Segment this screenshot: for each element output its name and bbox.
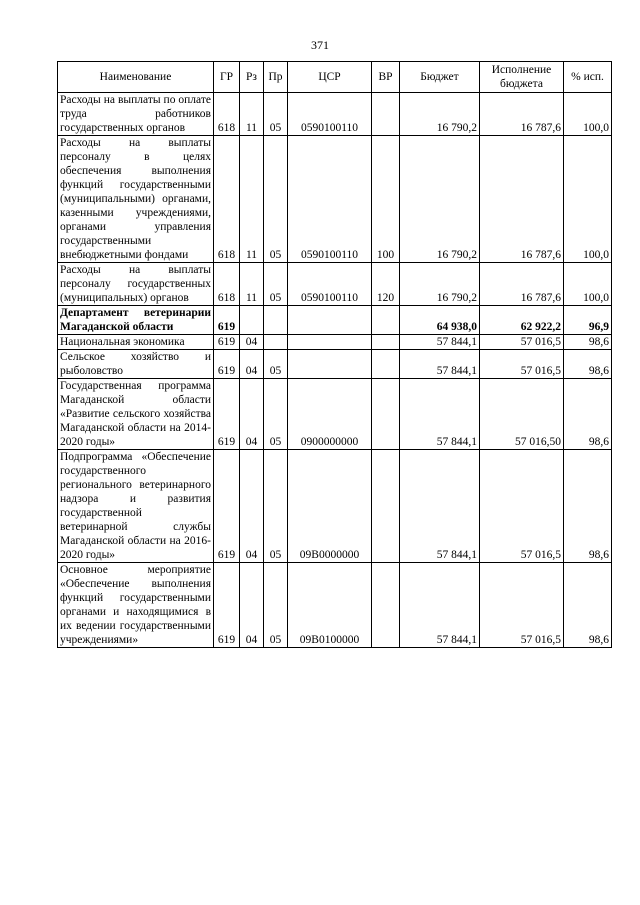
cell-csr [288, 335, 372, 350]
cell-execution: 57 016,5 [480, 350, 564, 379]
cell-percent: 100,0 [564, 93, 612, 136]
table-header-row [58, 62, 612, 93]
table-row [58, 136, 612, 263]
cell-percent: 96,9 [564, 306, 612, 335]
cell-execution: 16 787,6 [480, 93, 564, 136]
cell-budget: 57 844,1 [400, 335, 480, 350]
header-percent: % исп. [564, 62, 612, 93]
cell-percent: 100,0 [564, 136, 612, 263]
cell-gr: 619 [214, 563, 240, 648]
cell-vr [372, 93, 400, 136]
table-row [58, 93, 612, 136]
cell-vr [372, 563, 400, 648]
cell-execution: 16 787,6 [480, 263, 564, 306]
cell-gr: 618 [214, 136, 240, 263]
header-rz: Рз [240, 62, 264, 93]
cell-vr [372, 335, 400, 350]
cell-pr: 05 [264, 450, 288, 563]
cell-name: Сельское хозяйство и рыболовство [58, 350, 214, 379]
cell-pr: 05 [264, 350, 288, 379]
cell-gr: 619 [214, 335, 240, 350]
cell-csr: 0590100110 [288, 136, 372, 263]
table-row [58, 350, 612, 379]
table-row [58, 263, 612, 306]
cell-rz [240, 306, 264, 335]
header-pr: Пр [264, 62, 288, 93]
cell-gr: 619 [214, 450, 240, 563]
cell-execution: 57 016,5 [480, 450, 564, 563]
cell-vr [372, 350, 400, 379]
cell-name: Подпрограмма «Обеспечение государственного регионального ветеринарного надзора и развития государственной ветеринарной службы Магаданской области на 2016-2020 годы» [58, 450, 214, 563]
cell-csr [288, 306, 372, 335]
cell-budget: 57 844,1 [400, 563, 480, 648]
cell-name: Департамент ветеринарии Магаданской области [58, 306, 214, 335]
cell-vr: 100 [372, 136, 400, 263]
cell-rz: 04 [240, 379, 264, 450]
cell-budget: 57 844,1 [400, 350, 480, 379]
table-row [58, 563, 612, 648]
cell-pr: 05 [264, 136, 288, 263]
cell-percent: 98,6 [564, 379, 612, 450]
cell-csr: 0900000000 [288, 379, 372, 450]
cell-execution: 57 016,5 [480, 563, 564, 648]
cell-rz: 04 [240, 350, 264, 379]
table-row [58, 335, 612, 350]
cell-percent: 100,0 [564, 263, 612, 306]
cell-pr [264, 335, 288, 350]
page-number: 371 [311, 38, 329, 52]
cell-budget: 57 844,1 [400, 379, 480, 450]
cell-rz: 11 [240, 263, 264, 306]
cell-execution: 57 016,5 [480, 335, 564, 350]
cell-csr: 09В0100000 [288, 563, 372, 648]
header-execution: Исполнение бюджета [480, 62, 564, 93]
cell-budget: 57 844,1 [400, 450, 480, 563]
cell-budget: 16 790,2 [400, 263, 480, 306]
cell-pr: 05 [264, 379, 288, 450]
table-row [58, 450, 612, 563]
cell-gr: 618 [214, 93, 240, 136]
cell-gr: 619 [214, 379, 240, 450]
header-vr: ВР [372, 62, 400, 93]
cell-vr [372, 450, 400, 563]
cell-pr [264, 306, 288, 335]
cell-execution: 57 016,50 [480, 379, 564, 450]
cell-name: Основное мероприятие «Обеспечение выполнения функций государственными органами и находящимися в их ведении государственными учреждениями» [58, 563, 214, 648]
cell-budget: 16 790,2 [400, 136, 480, 263]
header-csr: ЦСР [288, 62, 372, 93]
header-budget: Бюджет [400, 62, 480, 93]
cell-name: Расходы на выплаты по оплате труда работников государственных органов [58, 93, 214, 136]
cell-pr: 05 [264, 563, 288, 648]
cell-csr [288, 350, 372, 379]
cell-csr: 0590100110 [288, 263, 372, 306]
cell-csr: 09В0000000 [288, 450, 372, 563]
cell-pr: 05 [264, 263, 288, 306]
cell-budget: 64 938,0 [400, 306, 480, 335]
cell-rz: 04 [240, 335, 264, 350]
cell-rz: 11 [240, 136, 264, 263]
cell-percent: 98,6 [564, 450, 612, 563]
cell-rz: 04 [240, 563, 264, 648]
table-row [58, 306, 612, 335]
table-row [58, 379, 612, 450]
cell-name: Расходы на выплаты персоналу государственных (муниципальных) органов [58, 263, 214, 306]
cell-execution: 16 787,6 [480, 136, 564, 263]
cell-vr [372, 379, 400, 450]
cell-rz: 04 [240, 450, 264, 563]
cell-name: Национальная экономика [58, 335, 214, 350]
cell-gr: 618 [214, 263, 240, 306]
cell-execution: 62 922,2 [480, 306, 564, 335]
cell-rz: 11 [240, 93, 264, 136]
budget-execution-table [57, 61, 612, 648]
cell-vr [372, 306, 400, 335]
cell-percent: 98,6 [564, 350, 612, 379]
header-gr: ГР [214, 62, 240, 93]
cell-csr: 0590100110 [288, 93, 372, 136]
cell-percent: 98,6 [564, 563, 612, 648]
cell-percent: 98,6 [564, 335, 612, 350]
cell-gr: 619 [214, 350, 240, 379]
cell-pr: 05 [264, 93, 288, 136]
header-name: Наименование [58, 62, 214, 93]
table-body [58, 93, 612, 648]
cell-budget: 16 790,2 [400, 93, 480, 136]
cell-vr: 120 [372, 263, 400, 306]
cell-name: Государственная программа Магаданской области «Развитие сельского хозяйства Магаданской области на 2014-2020 годы» [58, 379, 214, 450]
cell-gr: 619 [214, 306, 240, 335]
cell-name: Расходы на выплаты персоналу в целях обеспечения выполнения функций государственными (муниципальными) органами, казенными учреждениями, органами управления государственными внебюджетными фондами [58, 136, 214, 263]
